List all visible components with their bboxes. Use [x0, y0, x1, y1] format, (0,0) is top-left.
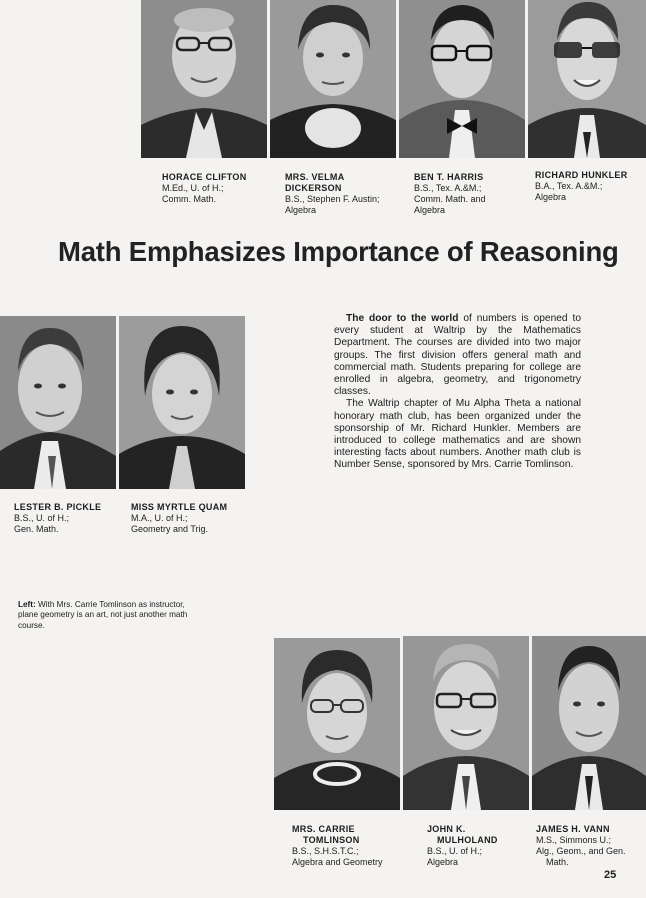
- teacher-degree: B.S., S.H.S.T.C.;: [292, 846, 359, 856]
- portrait-myrtle-quam: [119, 316, 245, 489]
- teacher-subject: Comm. Math.: [162, 194, 217, 204]
- photo-caption-left: [18, 600, 198, 631]
- portrait-richard-hunkler: [528, 0, 646, 158]
- teacher-subject: Geometry and Trig.: [131, 524, 209, 534]
- caption-james-vann: [536, 824, 626, 868]
- portrait-horace-clifton: [141, 0, 267, 158]
- caption-velma-dickerson: [285, 172, 380, 216]
- teacher-name: BEN T. HARRIS: [414, 172, 484, 182]
- teacher-name: TOMLINSON: [303, 835, 360, 845]
- caption-myrtle-quam: [131, 502, 227, 535]
- teacher-subject: Comm. Math. and: [414, 194, 486, 204]
- portrait-lester-pickle: [0, 316, 116, 489]
- page-number: 25: [604, 869, 617, 881]
- teacher-subject: Gen. Math.: [14, 524, 59, 534]
- teacher-name: RICHARD HUNKLER: [535, 170, 628, 180]
- teacher-name: MRS. VELMA: [285, 172, 345, 182]
- portrait-carrie-tomlinson: [274, 638, 400, 810]
- teacher-subject: Math.: [546, 857, 569, 867]
- teacher-subject: Algebra: [414, 205, 446, 215]
- teacher-degree: M.S., Simmons U.;: [536, 835, 612, 845]
- teacher-name: MISS MYRTLE QUAM: [131, 502, 228, 512]
- caption-john-mulholand: [427, 824, 498, 868]
- teacher-subject: Algebra and Geometry: [292, 857, 383, 867]
- teacher-name: MULHOLAND: [437, 835, 498, 845]
- caption-lead: Left:: [18, 600, 36, 609]
- article-paragraph-1: [334, 313, 581, 398]
- teacher-name: LESTER B. PICKLE: [14, 502, 102, 512]
- teacher-name: JAMES H. VANN: [536, 824, 610, 834]
- teacher-subject: Algebra: [427, 857, 459, 867]
- teacher-degree: B.S., Stephen F. Austin;: [285, 194, 380, 204]
- article-body: [334, 313, 581, 472]
- caption-richard-hunkler: [535, 170, 628, 203]
- caption-ben-harris: [414, 172, 486, 216]
- article-paragraph-2: The Waltrip chapter of Mu Alpha Theta a national honorary math club, has been organized under the sponsorship of Mr. Richard Hunkler. Members are introduced to college mathematics and are shown interesting facts about numbers. Another math club is Number Sense, sponsored by Mrs. Carrie Tomlinson.: [334, 398, 581, 471]
- caption-lester-pickle: [14, 502, 101, 535]
- teacher-subject: Alg., Geom., and Gen.: [536, 846, 626, 856]
- portrait-john-mulholand: [403, 636, 529, 810]
- teacher-subject: Algebra: [535, 192, 567, 202]
- caption-carrie-tomlinson: [292, 824, 383, 868]
- teacher-degree: B.A., Tex. A.&M.;: [535, 181, 603, 191]
- teacher-name: JOHN K.: [427, 824, 466, 834]
- portrait-ben-harris: [399, 0, 525, 158]
- caption-horace-clifton: [162, 172, 247, 205]
- teacher-degree: M.Ed., U. of H.;: [162, 183, 224, 193]
- caption-text: With Mrs. Carrie Tomlinson as instructor, plane geometry is an art, not just another math course.: [18, 600, 188, 630]
- article-lead: The door to the world: [346, 313, 459, 324]
- portrait-velma-dickerson: [270, 0, 396, 158]
- portrait-james-vann: [532, 636, 646, 810]
- teacher-degree: M.A., U. of H.;: [131, 513, 188, 523]
- teacher-degree: B.S., Tex. A.&M.;: [414, 183, 482, 193]
- article-paragraph-1-text: of numbers is opened to every student at Waltrip by the Mathematics Department. The courses are divided into two major groups. The first division offers general math and commercial math. Students preparing for college are enrolled in algebra, geometry, and trigonometry classes.: [334, 313, 581, 398]
- teacher-subject: Algebra: [285, 205, 317, 215]
- teacher-name: DICKERSON: [285, 183, 342, 193]
- page-headline: Math Emphasizes Importance of Reasoning: [58, 236, 619, 267]
- teacher-name: HORACE CLIFTON: [162, 172, 247, 182]
- teacher-degree: B.S., U. of H.;: [427, 846, 483, 856]
- teacher-name: MRS. CARRIE: [292, 824, 355, 834]
- teacher-degree: B.S., U. of H.;: [14, 513, 70, 523]
